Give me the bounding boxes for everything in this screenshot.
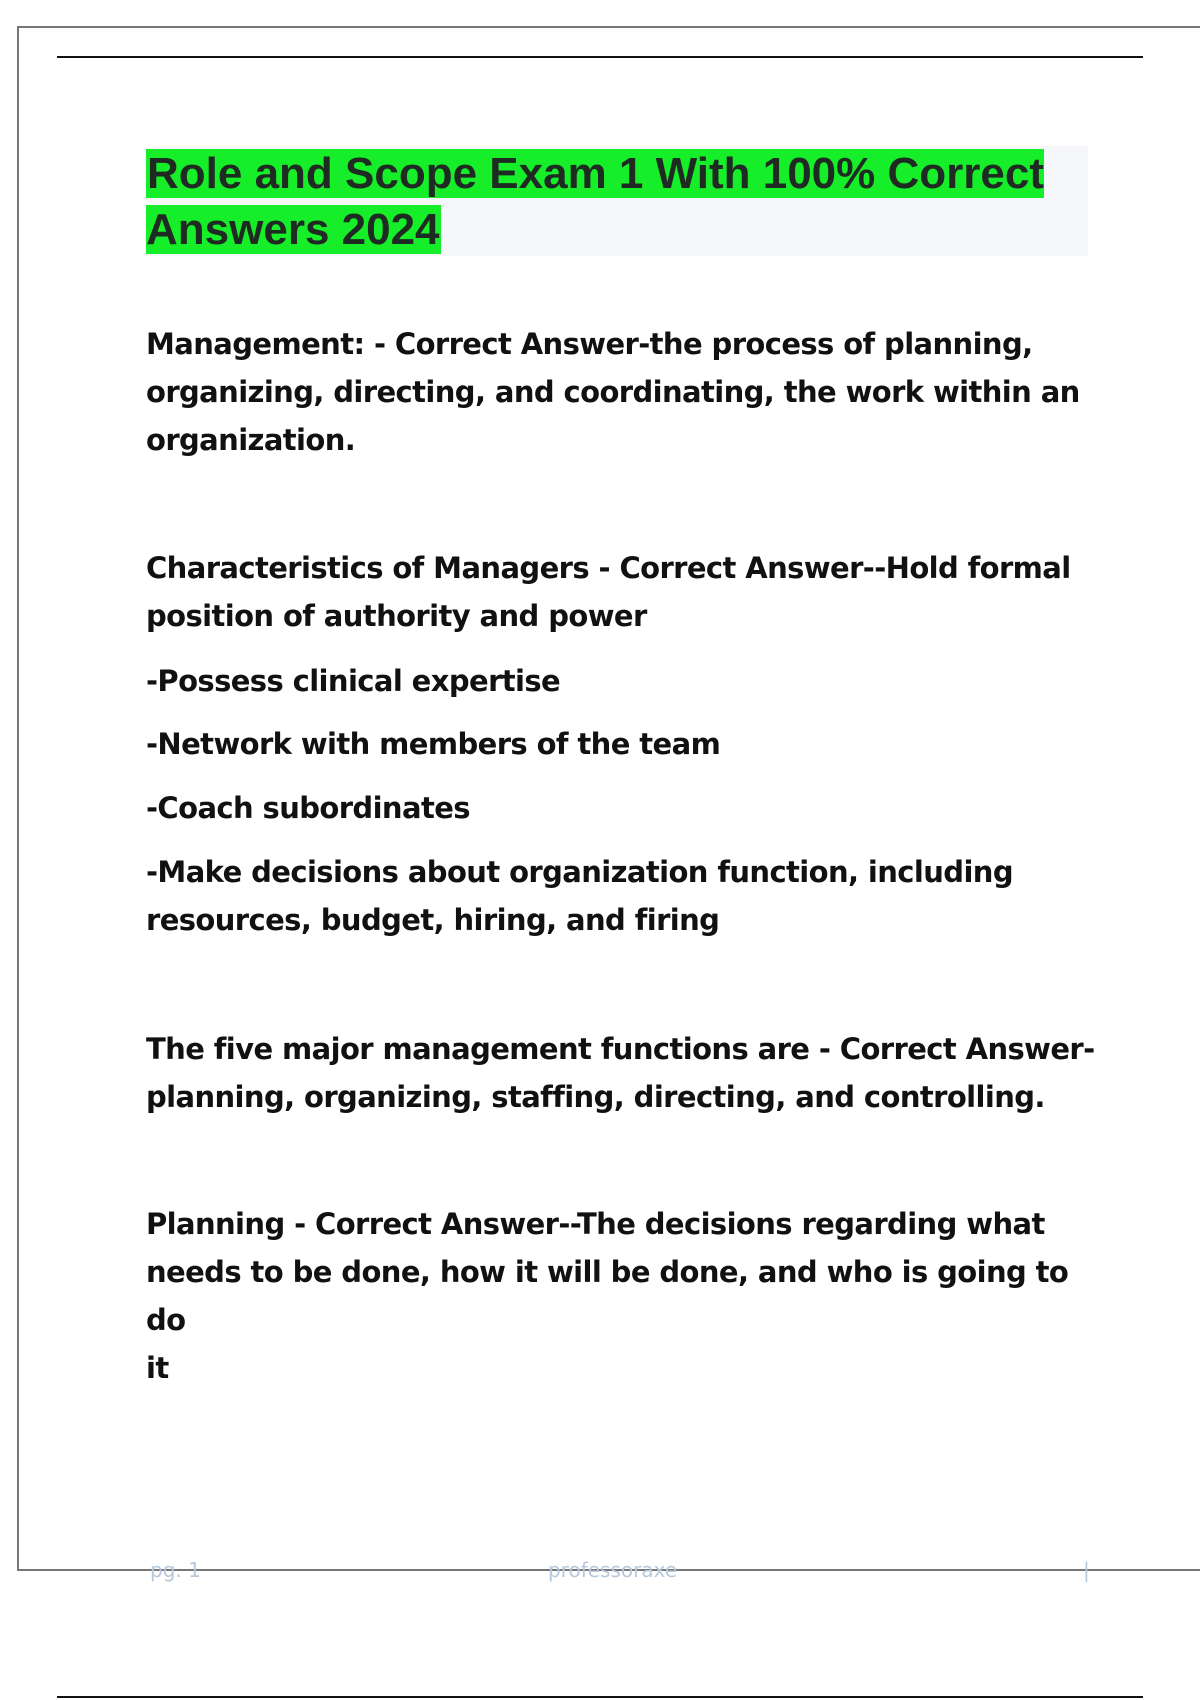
text-line: The five major management functions are - Correct Answer-	[146, 1032, 1095, 1066]
text-line: it	[146, 1351, 169, 1385]
title-highlight: Role and Scope Exam 1 With 100% Correct Answers 2024	[146, 149, 1044, 254]
text-line: needs to be done, how it will be done, and who is going to do	[146, 1255, 1069, 1337]
text-line: position of authority and power	[146, 599, 647, 633]
footer-mark: |	[1083, 1558, 1090, 1582]
text-line: Management: - Correct Answer-the process of planning,	[146, 327, 1033, 361]
text-line: resources, budget, hiring, and firing	[146, 903, 720, 937]
text-line: Planning - Correct Answer--The decisions regarding what	[146, 1207, 1045, 1241]
entry-management	[146, 320, 1096, 464]
text-line: -Make decisions about organization function, including	[146, 855, 1013, 889]
entry-characteristics	[146, 544, 1096, 640]
bullet-item	[146, 720, 1096, 768]
bullet-item	[146, 848, 1096, 944]
text-line: organization.	[146, 423, 356, 457]
bullet-item	[146, 657, 1096, 705]
header-rule	[57, 56, 1143, 58]
bullet-item	[146, 784, 1096, 832]
footer-author: professoraxe	[548, 1558, 678, 1582]
text-line: -Network with members of the team	[146, 727, 721, 761]
text-line: Characteristics of Managers - Correct Answer--Hold formal	[146, 551, 1071, 585]
footer-page-number: pg. 1	[150, 1558, 201, 1582]
document-title	[146, 146, 1046, 258]
text-line: planning, organizing, staffing, directing, and controlling.	[146, 1080, 1045, 1114]
text-line: -Coach subordinates	[146, 791, 470, 825]
entry-functions	[146, 1025, 1096, 1121]
text-line: -Possess clinical expertise	[146, 664, 561, 698]
text-line: organizing, directing, and coordinating, the work within an	[146, 375, 1080, 409]
bottom-rule	[57, 1696, 1143, 1698]
entry-planning	[146, 1200, 1096, 1392]
